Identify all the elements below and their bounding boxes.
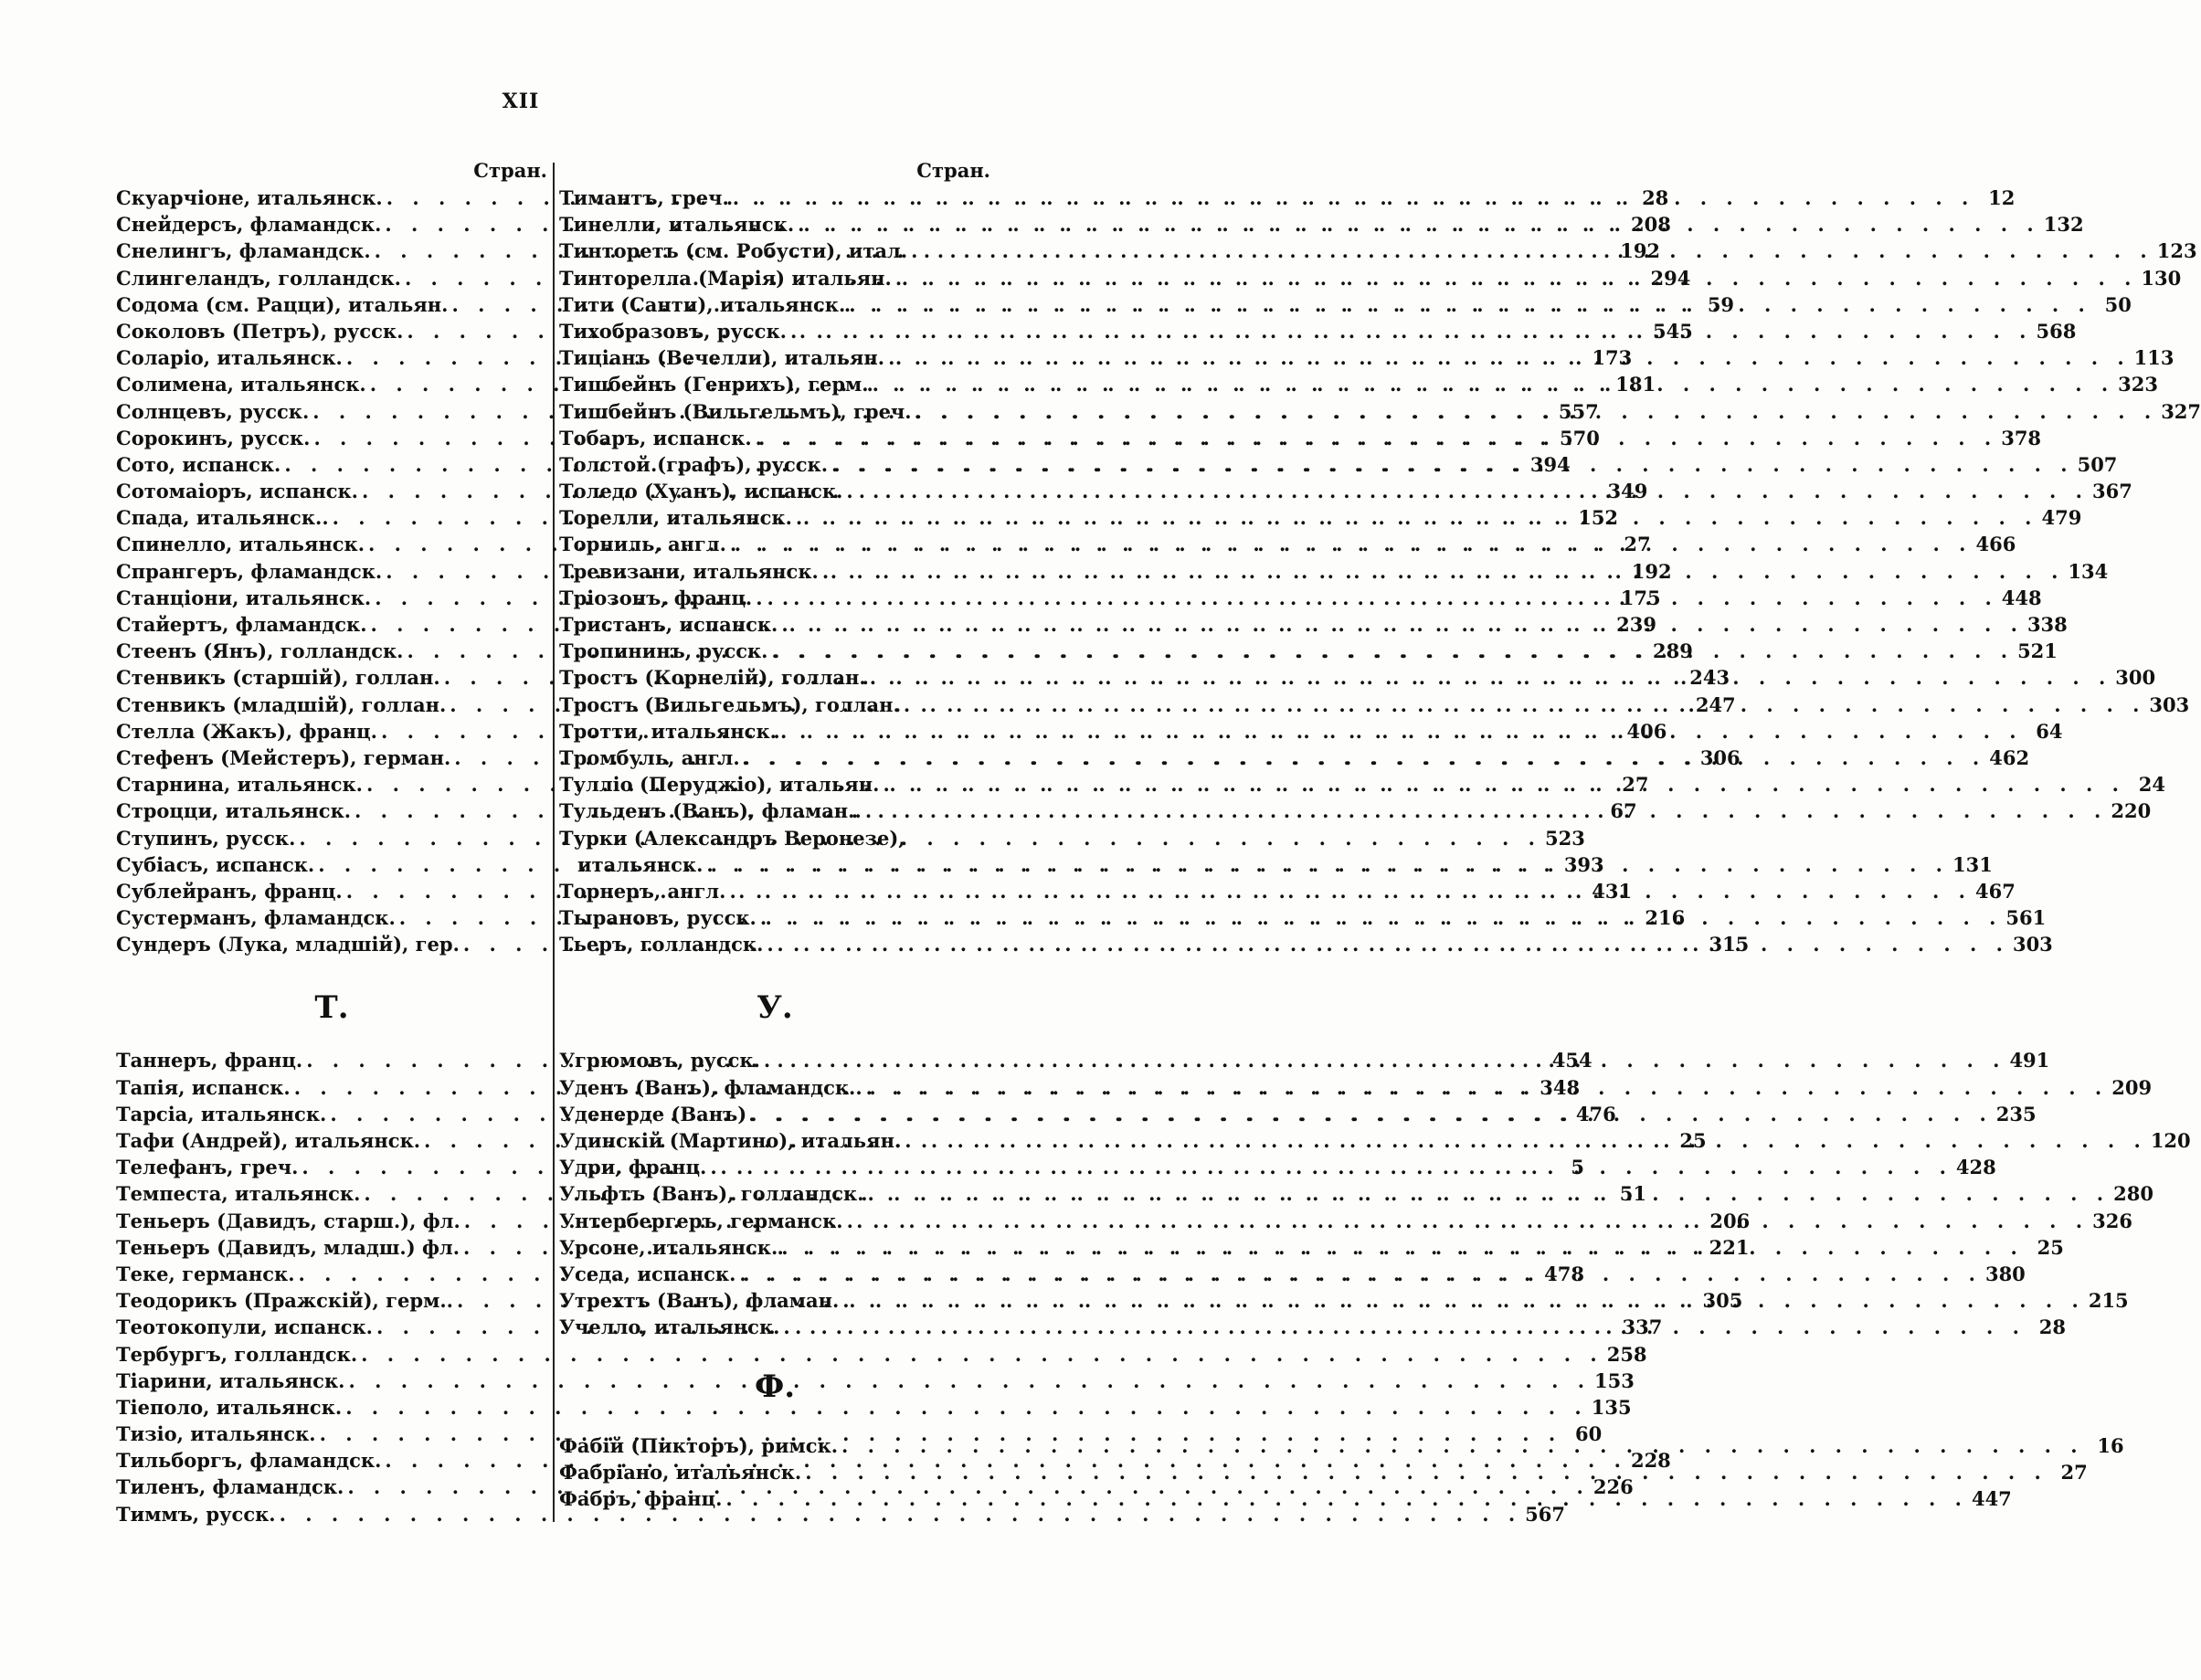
entry-name: Станціони, итальянск.: [116, 586, 372, 609]
entry-page-number: 64: [2036, 719, 2063, 743]
entry-name: Тревизани, итальянск.: [559, 559, 819, 583]
dot-leader: [768, 638, 2015, 664]
dot-leader: [862, 798, 2108, 824]
entry-name: Уденъ (Ванъ), фламандск..: [559, 1075, 862, 1099]
entry-page-number: 521: [2017, 639, 2058, 663]
entry-page-number: 27: [1624, 533, 1651, 556]
entry-page-number: 491: [2009, 1049, 2050, 1072]
entry-page-number: 447: [1971, 1486, 2012, 1510]
dot-leader: [779, 1314, 2026, 1340]
entry-name: Теотокопули, испанск.: [116, 1315, 373, 1339]
entry-page-number: 545: [1652, 319, 1693, 343]
entry-name: Фабій (Пикторъ), римск.: [559, 1433, 839, 1457]
entry-page-number: 228: [1630, 1449, 1671, 1473]
entry-page-number: 135: [1591, 1395, 1632, 1419]
entry-page-number: 59: [1707, 292, 1735, 316]
entry-name: Тихобразовъ, русск.: [559, 319, 787, 343]
entry-name: Унтербергеръ, германск.: [559, 1209, 843, 1232]
entry-name: Толстой (графъ), русск.: [559, 452, 829, 476]
dot-leader: [838, 1432, 2084, 1459]
dot-leader: [843, 1208, 2090, 1234]
dot-leader: [778, 611, 2024, 638]
entry-page-number: 348: [1540, 1075, 1581, 1099]
entry-page-number: 258: [1606, 1342, 1647, 1366]
entry-name: Сустерманъ, фламандск.: [116, 906, 396, 930]
entry-name: Тапія, испанск.: [116, 1075, 291, 1099]
entry-page-number: 466: [1975, 533, 2016, 556]
entry-name: итальянск.: [577, 852, 704, 876]
entry-page-number: 378: [2001, 426, 2042, 449]
entry-page-number: 239: [1616, 613, 1656, 636]
dot-leader: [752, 425, 1998, 451]
entry-name: Снейдерсъ, фламандск.: [116, 213, 382, 237]
dot-leader: [763, 931, 2009, 957]
entry-page-number: 479: [2041, 506, 2082, 530]
entry-page-number: 337: [1622, 1315, 1663, 1339]
entry-name: Солимена, итальянск.: [116, 373, 366, 396]
entry-name: Урсоне, итальянск.: [559, 1235, 778, 1259]
dot-leader: [729, 185, 1975, 211]
entry-name: Тити (Санти), итальянск.: [559, 292, 846, 316]
entry-name: Телефанъ, греч.: [116, 1156, 299, 1179]
entry-name: Тіарини, итальянск.: [116, 1368, 345, 1392]
entry-name: Тромбуль, англ.: [559, 745, 740, 769]
dot-leader: [778, 1234, 2024, 1261]
entry-page-number: 476: [1575, 1102, 1616, 1125]
entry-page-number: 243: [1689, 666, 1730, 690]
dot-leader: [740, 745, 1986, 771]
entry-page-number: 305: [1702, 1289, 1743, 1313]
entry-name: Сундеръ (Лука, младшій), гер.: [116, 933, 460, 956]
dot-leader: [907, 238, 2153, 264]
entry-name: Тишбейнъ (Генрихъ), герм.: [559, 373, 869, 396]
entry-page-number: 349: [1607, 480, 1648, 503]
dot-leader: [901, 1127, 2147, 1154]
entry-name: Удинскій (Мартино), итальян.: [559, 1129, 902, 1152]
entry-page-number: 247: [1695, 692, 1736, 716]
entry-page-number: 60: [1574, 1422, 1603, 1446]
page-number: XII: [502, 90, 540, 113]
entry-page-number: 153: [1594, 1368, 1635, 1392]
entry-page-number: 25: [2037, 1235, 2064, 1259]
entry-name: Стенвикъ (старшій), голлан.: [116, 666, 440, 690]
entry-page-number: 27: [2060, 1460, 2088, 1484]
entry-name: Снелингъ, фламандск.: [116, 239, 371, 263]
entry-name: Тристанъ, испанск.: [559, 613, 778, 636]
entry-name: Торелли, итальянск.: [559, 506, 792, 530]
dot-leader: [866, 664, 2112, 691]
dot-leader: [869, 371, 2115, 397]
entry-name: Сотомаіоръ, испанск.: [116, 480, 358, 503]
dot-leader: [842, 478, 2089, 504]
entry-name: Солнцевъ, русск.: [116, 399, 310, 423]
dot-leader: [839, 1287, 2085, 1314]
entry-page-number: 131: [1952, 852, 1993, 876]
dot-leader: [792, 504, 2038, 531]
entry-name: Учелло, итальянск.: [559, 1315, 780, 1339]
entry-page-number: 152: [1578, 506, 1619, 530]
entry-page-number: 206: [1709, 1209, 1751, 1232]
entry-name: Сото, испанск.: [116, 452, 281, 476]
dot-leader: [706, 1154, 1952, 1180]
entry-name: Тербургъ, голландск.: [116, 1342, 358, 1366]
entry-name: Тріозонъ, франц.: [559, 586, 753, 609]
entry-name: Тропининъ, русск.: [559, 639, 768, 663]
entry-name: Тимантъ, греч.: [559, 186, 729, 209]
entry-name: Темпеста, итальянск.: [116, 1182, 361, 1206]
entry-name: Тинторелла (Марія) итальян.: [559, 266, 892, 290]
entry-page-number: 568: [2036, 319, 2077, 343]
entry-page-number: 27: [1622, 773, 1649, 797]
entry-name: Фабръ, франц.: [559, 1486, 723, 1510]
entry-page-number: 16: [2097, 1433, 2124, 1457]
entry-page-number: 192: [1631, 559, 1672, 583]
dot-leader: [760, 1047, 2006, 1073]
entry-page-number: 113: [2133, 346, 2175, 370]
dot-leader: [794, 211, 2040, 238]
entry-name: Строцци, итальянск.: [116, 799, 352, 823]
entry-name: Стеенъ (Янъ), голландск.: [116, 639, 404, 663]
entry-name: Стефенъ (Мейстеръ), герман.: [116, 745, 451, 769]
entry-name: Спинелло, итальянск.: [116, 533, 365, 556]
dot-leader: [892, 265, 2138, 291]
entry-page-number: 216: [1645, 906, 1686, 930]
entry-page-number: 507: [2077, 452, 2118, 476]
entry-name: Скуарчіоне, итальянск.: [116, 186, 383, 209]
entry-page-number: 5: [1571, 1156, 1584, 1179]
entry-page-number: 226: [1593, 1475, 1634, 1499]
entry-name: Тіеполо, итальянск.: [116, 1395, 343, 1419]
page-column-header: Стран.: [916, 159, 990, 182]
entry-name: Тинторетъ (см. Робусти), итал.: [559, 239, 908, 263]
entry-name: Соколовъ (Петръ), русск.: [116, 319, 404, 343]
entry-name: Теньеръ (Давидъ, младш.) фл.: [116, 1235, 460, 1259]
entry-name: Торнеръ, англ.: [559, 879, 726, 903]
entry-page-number: 338: [2026, 613, 2068, 636]
entry-name: Тулліо (Перуджіо), итальян.: [559, 773, 880, 797]
entry-name: Спрангеръ, фламандск.: [116, 559, 383, 583]
dot-leader: [801, 1459, 2048, 1485]
entry-page-number: 300: [2115, 666, 2156, 690]
entry-page-number: 561: [2005, 906, 2047, 930]
index-entry: [559, 1154, 1996, 1180]
entry-name: Тарсіа, итальянск.: [116, 1102, 327, 1125]
entry-name: Тиленъ, фламандск.: [116, 1475, 344, 1499]
index-entry: [116, 1341, 1647, 1368]
entry-name: Стайертъ, фламандск.: [116, 613, 367, 636]
dot-leader: [787, 318, 2033, 344]
dot-leader: [752, 585, 1998, 611]
entry-name: Стенвикъ (младшій), голлан.: [116, 692, 447, 716]
dot-leader: [726, 531, 1973, 557]
dot-leader: [777, 718, 2023, 745]
entry-page-number: 120: [2150, 1129, 2191, 1152]
index-entry: [116, 1501, 1565, 1527]
entry-name: Турки (Александръ Веронезе),: [559, 826, 905, 850]
entry-page-number: 478: [1544, 1262, 1584, 1285]
entry-page-number: 567: [1525, 1502, 1565, 1526]
entry-page-number: 67: [1610, 799, 1637, 823]
entry-page-number: 570: [1560, 426, 1600, 449]
entry-name: Сублейранъ, франц.: [116, 879, 343, 903]
section-letter-t: Т.: [314, 989, 349, 1027]
entry-name: Теке, германск.: [116, 1262, 295, 1285]
entry-page-number: 28: [2038, 1315, 2066, 1339]
entry-page-number: 12: [1988, 186, 2016, 209]
section-letter-u: У.: [757, 989, 793, 1027]
entry-name: Торниль, англ.: [559, 533, 726, 556]
entry-page-number: 323: [2118, 373, 2158, 396]
entry-page-number: 306: [1699, 745, 1741, 769]
entry-name: Стелла (Жакъ), франц.: [116, 719, 377, 743]
entry-page-number: 280: [2113, 1182, 2153, 1206]
dot-leader: [884, 344, 2131, 371]
entry-page-number: 303: [2012, 933, 2053, 956]
entry-name: Тростъ (Вильгельмъ), голлан.: [559, 692, 900, 716]
dot-leader: [725, 878, 1972, 904]
entry-name: Тростъ (Корнелій), голлан.: [559, 666, 866, 690]
dot-leader: [912, 398, 2158, 425]
entry-page-number: 557: [1558, 399, 1599, 423]
entry-name: Тильборгъ, фламандск.: [116, 1449, 382, 1473]
entry-page-number: 303: [2149, 692, 2190, 716]
entry-name: Тинелли, итальянск.: [559, 213, 795, 237]
entry-name: Утрехтъ (Ванъ), фламан.: [559, 1289, 840, 1313]
entry-name: Тишбейнъ (Вильгельмъ), греч.: [559, 399, 912, 423]
entry-page-number: 28: [1642, 186, 1669, 209]
entry-name: Содома (см. Рацци), итальян.: [116, 292, 449, 316]
dot-leader: [746, 1101, 1993, 1127]
entry-name: Тротти, итальянск.: [559, 719, 777, 743]
entry-name: Слингеландъ, голландск.: [116, 266, 401, 290]
entry-name: Тиціанъ (Вечелли), итальян.: [559, 346, 885, 370]
entry-page-number: 134: [2068, 559, 2109, 583]
entry-page-number: 394: [1529, 452, 1571, 476]
entry-name: Тульденъ (Ванъ), фламан..: [559, 799, 862, 823]
dot-leader: [862, 1074, 2109, 1101]
entry-name: Удри, франц.: [559, 1156, 707, 1179]
entry-name: Тизіо, итальянск.: [116, 1422, 316, 1446]
entry-page-number: 235: [1995, 1102, 2037, 1125]
dot-leader: [819, 558, 2065, 585]
dot-leader: [828, 451, 2074, 478]
entry-name: Сорокинъ, русск.: [116, 426, 311, 449]
dot-leader: [757, 904, 2003, 931]
entry-page-number: 220: [2111, 799, 2152, 823]
entry-page-number: 289: [1653, 639, 1693, 663]
entry-name: Таннеръ, франц.: [116, 1049, 303, 1072]
index-entry: [559, 825, 990, 851]
entry-page-number: 24: [2138, 773, 2165, 797]
entry-page-number: 123: [2156, 239, 2197, 263]
entry-name: Тырановъ, русск.: [559, 906, 757, 930]
entry-name: Угрюмовъ, русск.: [559, 1049, 760, 1072]
entry-page-number: 454: [1551, 1049, 1593, 1072]
dot-leader: [703, 851, 1949, 878]
entry-name: Тафи (Андрей), итальянск.: [116, 1129, 421, 1152]
entry-page-number: 448: [2001, 586, 2042, 609]
page-column-header: Стран.: [473, 159, 547, 182]
entry-name: Ступинъ, русск.: [116, 826, 296, 850]
entry-page-number: 173: [1592, 346, 1633, 370]
entry-page-number: 327: [2161, 399, 2201, 423]
entry-page-number: 523: [1544, 826, 1585, 850]
dot-leader: [900, 692, 2146, 718]
entry-name: Соларіо, итальянск.: [116, 346, 343, 370]
entry-name: Толедо (Хуанъ), испанск.: [559, 480, 843, 503]
entry-name: Тиммъ, русск.: [116, 1502, 276, 1526]
entry-page-number: 393: [1563, 852, 1604, 876]
entry-page-number: 428: [1955, 1156, 1996, 1179]
entry-page-number: 25: [1679, 1129, 1707, 1152]
entry-name: Теодорикъ (Пражскій), герм..: [116, 1289, 453, 1313]
index-entry: [116, 1394, 1632, 1421]
entry-page-number: 208: [1630, 213, 1671, 237]
entry-page-number: 294: [1650, 266, 1691, 290]
dot-leader: [879, 771, 2125, 798]
dot-leader: [864, 1180, 2111, 1207]
entry-name: Уденерде (Ванъ): [559, 1102, 747, 1125]
entry-page-number: 130: [2141, 266, 2182, 290]
entry-page-number: 132: [2043, 213, 2084, 237]
entry-page-number: 431: [1592, 879, 1633, 903]
entry-name: Тобаръ, испанск.: [559, 426, 752, 449]
entry-name: Фабріано, итальянск.: [559, 1460, 802, 1484]
dot-leader: [735, 1261, 1982, 1287]
entry-page-number: 462: [1989, 745, 2030, 769]
entry-name: Теньеръ (Давидъ, старш.), фл.: [116, 1209, 460, 1232]
entry-name: Ульфтъ (Ванъ), голландск.: [559, 1182, 864, 1206]
entry-page-number: 221: [1709, 1235, 1750, 1259]
section-letter-f: Ф.: [754, 1368, 796, 1405]
index-entry: [116, 1368, 1635, 1394]
entry-page-number: 51: [1619, 1182, 1646, 1206]
dot-leader: [722, 1485, 1968, 1512]
entry-name: Субіасъ, испанск.: [116, 852, 315, 876]
entry-page-number: 50: [2104, 292, 2132, 316]
entry-page-number: 175: [1620, 586, 1661, 609]
entry-name: Тьеръ, голландск.: [559, 933, 764, 956]
entry-page-number: 215: [2088, 1289, 2129, 1313]
entry-page-number: 192: [1620, 239, 1661, 263]
entry-name: Спада, итальянск..: [116, 506, 329, 530]
entry-page-number: 467: [1975, 879, 2016, 903]
entry-page-number: 315: [1709, 933, 1750, 956]
entry-page-number: 380: [1984, 1262, 2026, 1285]
entry-page-number: 209: [2111, 1075, 2153, 1099]
dot-leader: [845, 291, 2091, 318]
entry-name: Старнина, итальянск.: [116, 773, 363, 797]
entry-page-number: 367: [2091, 480, 2132, 503]
entry-page-number: 406: [1626, 719, 1667, 743]
entry-page-number: 326: [2092, 1209, 2132, 1232]
entry-page-number: 181: [1615, 373, 1656, 396]
entry-name: Уседа, испанск.: [559, 1262, 736, 1285]
